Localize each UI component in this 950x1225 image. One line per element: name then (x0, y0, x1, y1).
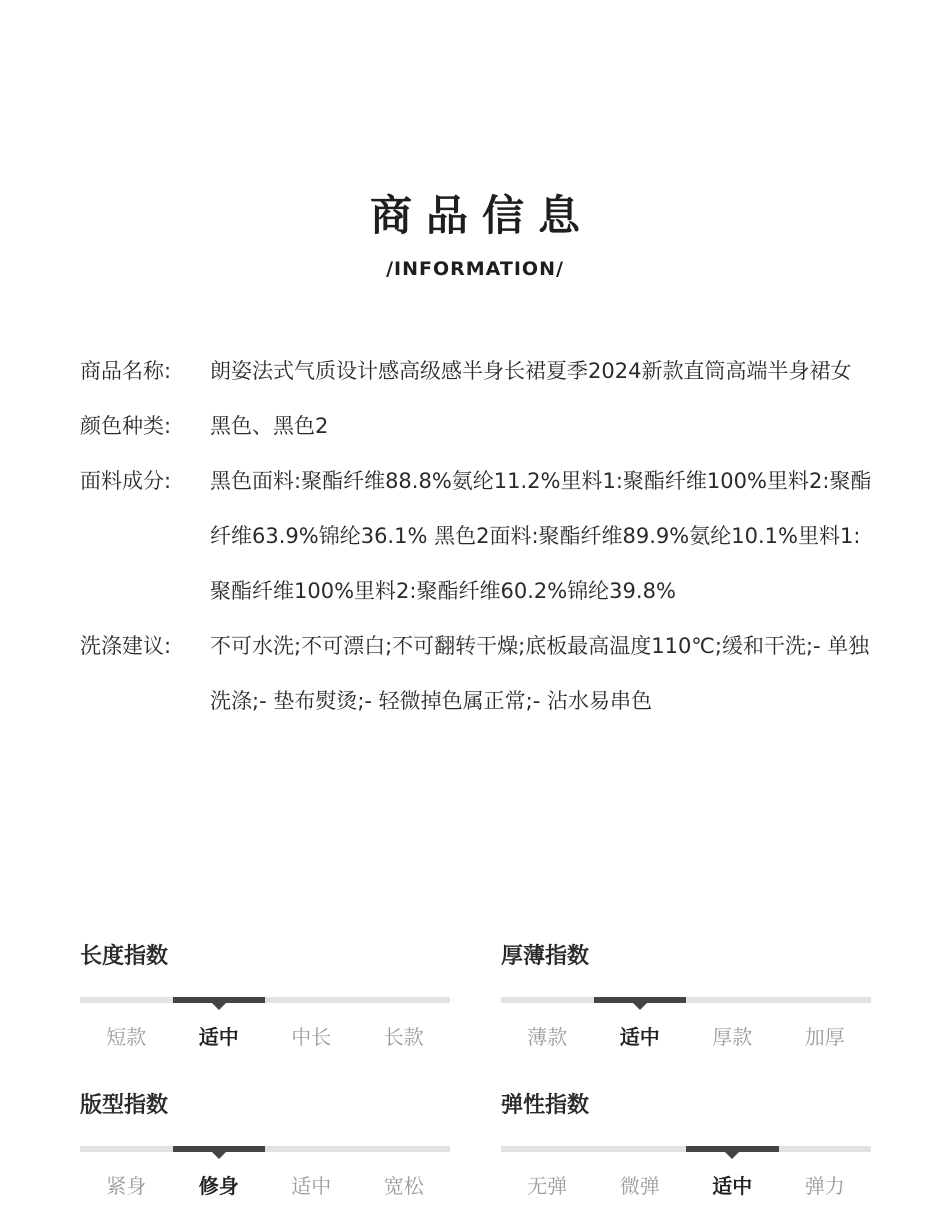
info-row-fabric (80, 454, 880, 619)
index-options (80, 1170, 450, 1199)
info-label: 颜色种类: (80, 414, 172, 438)
index-track (501, 1146, 871, 1152)
info-row-care (80, 619, 880, 729)
index-marker (173, 1146, 266, 1152)
info-value: 朗姿法式气质设计感高级感半身长裙夏季2024新款直筒高端半身裙女 (210, 359, 852, 383)
index-marker (173, 997, 266, 1003)
fit-index (80, 1091, 450, 1199)
index-option: 薄款 (527, 1025, 568, 1049)
index-track (501, 997, 871, 1003)
info-label: 洗涤建议: (80, 634, 172, 658)
index-options (501, 1170, 871, 1199)
index-option: 无弹 (527, 1174, 568, 1198)
info-value: 黑色、黑色2 (210, 414, 329, 438)
index-title: 版型指数 (80, 1093, 169, 1118)
index-option: 厚款 (712, 1025, 753, 1049)
page-title: 商品信息 (369, 191, 594, 240)
thickness-index (501, 942, 871, 1050)
info-value: 不可水洗;不可漂白;不可翻转干燥;底板最高温度110℃;缓和干洗;- 单独洗涤;- 垫布熨烫;- 轻微掉色属正常;- 沾水易串色 (210, 634, 870, 713)
index-option: 修身 (198, 1174, 239, 1198)
index-title: 厚薄指数 (501, 944, 590, 969)
length-index (80, 942, 450, 1050)
page-subtitle: /INFORMATION/ (386, 258, 564, 280)
index-option: 微弹 (619, 1174, 660, 1198)
index-option: 适中 (712, 1174, 753, 1198)
info-row-name (80, 344, 880, 399)
index-option: 长款 (383, 1025, 424, 1049)
index-option: 宽松 (383, 1174, 424, 1198)
index-options (501, 1021, 871, 1050)
index-option: 弹力 (804, 1174, 845, 1198)
info-value: 黑色面料:聚酯纤维88.8%氨纶11.2%里料1:聚酯纤维100%里料2:聚酯纤维63.9%锦纶36.1% 黑色2面料:聚酯纤维89.9%氨纶10.1%里料1:聚酯纤维100%里料2:聚酯纤维60.2%锦纶39.8% (210, 469, 872, 603)
index-marker (594, 997, 687, 1003)
index-option: 适中 (619, 1025, 660, 1049)
index-title: 弹性指数 (501, 1093, 590, 1118)
index-marker (686, 1146, 779, 1152)
index-track (80, 1146, 450, 1152)
index-option: 紧身 (106, 1174, 147, 1198)
index-option: 适中 (291, 1174, 332, 1198)
index-title: 长度指数 (80, 944, 169, 969)
index-options (80, 1021, 450, 1050)
info-label: 面料成分: (80, 469, 172, 493)
index-option: 加厚 (804, 1025, 845, 1049)
index-option: 中长 (291, 1025, 332, 1049)
elasticity-index (501, 1091, 871, 1199)
info-row-color (80, 399, 880, 454)
index-option: 适中 (198, 1025, 239, 1049)
product-info (80, 344, 880, 729)
info-label: 商品名称: (80, 359, 172, 383)
index-option: 短款 (106, 1025, 147, 1049)
index-track (80, 997, 450, 1003)
